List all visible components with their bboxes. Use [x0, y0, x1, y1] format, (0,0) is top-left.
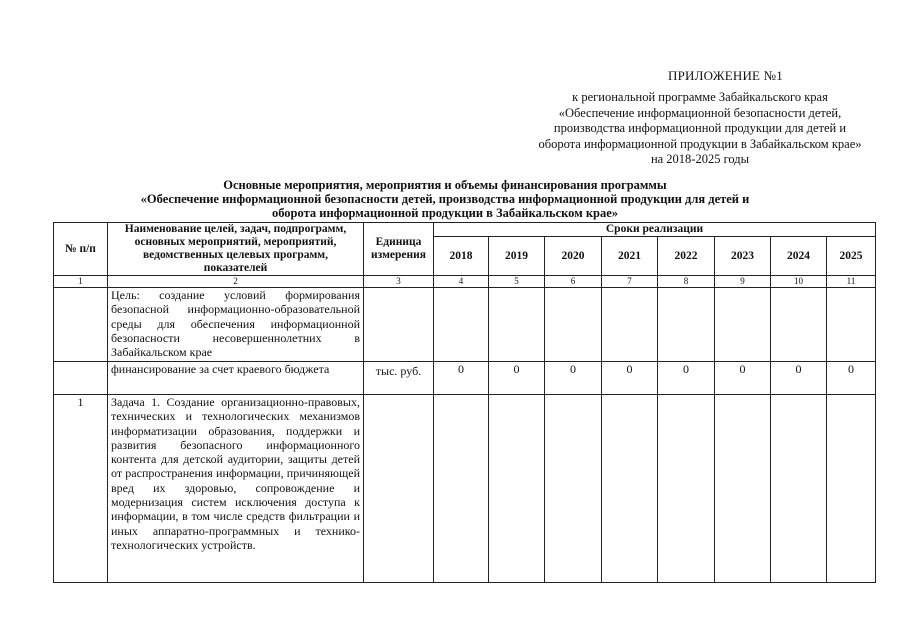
table-row	[54, 288, 876, 362]
row-num	[54, 362, 108, 395]
header-year: 2025	[827, 237, 876, 276]
column-number: 6	[545, 276, 602, 288]
row-value: 0	[545, 362, 602, 395]
header-year: 2024	[771, 237, 827, 276]
header-unit: Единица измерения	[364, 223, 434, 276]
row-value	[489, 288, 545, 362]
row-value	[827, 395, 876, 583]
column-number: 4	[434, 276, 489, 288]
header-name: Наименование целей, задач, подпрограмм, основных мероприятий, мероприятий, ведомственных целевых программ, показателей	[108, 223, 364, 276]
row-unit	[364, 395, 434, 583]
column-number-row	[54, 276, 876, 288]
column-number: 8	[658, 276, 715, 288]
row-value	[658, 288, 715, 362]
column-number: 3	[364, 276, 434, 288]
column-number: 11	[827, 276, 876, 288]
program-table	[53, 222, 876, 583]
column-number: 7	[602, 276, 658, 288]
header-year: 2023	[715, 237, 771, 276]
row-unit	[364, 288, 434, 362]
row-value	[434, 288, 489, 362]
table-row	[54, 362, 876, 395]
document-title	[100, 178, 790, 220]
row-value: 0	[771, 362, 827, 395]
appendix-label: ПРИЛОЖЕНИЕ №1	[668, 68, 783, 83]
row-value: 0	[489, 362, 545, 395]
header-year: 2020	[545, 237, 602, 276]
header-row-1	[54, 223, 876, 237]
row-value	[658, 395, 715, 583]
row-value	[434, 395, 489, 583]
table-row	[54, 395, 876, 583]
appendix-line: оборота информационной продукции в Забайкальском крае»	[538, 136, 862, 151]
row-name: финансирование за счет краевого бюджета	[108, 362, 364, 395]
row-value: 0	[827, 362, 876, 395]
header-period: Сроки реализации	[434, 223, 876, 237]
row-value: 0	[715, 362, 771, 395]
header-year: 2019	[489, 237, 545, 276]
header-year: 2021	[602, 237, 658, 276]
row-num: 1	[54, 395, 108, 583]
row-value	[602, 395, 658, 583]
title-line: «Обеспечение информационной безопасности детей, производства информационной продукции для детей и	[140, 192, 750, 206]
row-value: 0	[434, 362, 489, 395]
row-value: 0	[658, 362, 715, 395]
header-num: № п/п	[54, 223, 108, 276]
row-value	[827, 288, 876, 362]
row-value	[715, 395, 771, 583]
column-number: 2	[108, 276, 364, 288]
appendix-line: «Обеспечение информационной безопасности детей,	[558, 105, 842, 120]
row-value: 0	[602, 362, 658, 395]
title-line: оборота информационной продукции в Забайкальском крае»	[271, 206, 619, 220]
column-number: 1	[54, 276, 108, 288]
header-year: 2022	[658, 237, 715, 276]
appendix-line: производства информационной продукции для детей и	[553, 121, 847, 135]
row-value	[602, 288, 658, 362]
row-name: Задача 1. Создание организационно-правовых, технических и технологических механизмов информатизации образования, поддержки и развития безопасного информационного контента для детской аудитории, защиты детей от распространения информации, причиняющей вред их здоровью, сопровождение и модернизация систем исключения доступа к информации, в том числе средств фильтрации и иных аппаратно-программных и технико-технологических устройств.	[108, 395, 364, 583]
row-value	[545, 288, 602, 362]
appendix-subtitle	[520, 90, 880, 168]
row-value	[771, 395, 827, 583]
column-number: 5	[489, 276, 545, 288]
row-unit: тыс. руб.	[364, 362, 434, 395]
appendix-line: на 2018-2025 годы	[650, 152, 750, 166]
header-year: 2018	[434, 237, 489, 276]
appendix-line: к региональной программе Забайкальского края	[572, 90, 828, 104]
row-value	[771, 288, 827, 362]
row-num	[54, 288, 108, 362]
row-name: Цель: создание условий формирования безопасной информационно-образовательной среды для обеспечения информационной безопасности несовершеннолетних в Забайкальском крае	[108, 288, 364, 362]
column-number: 9	[715, 276, 771, 288]
row-value	[489, 395, 545, 583]
title-line: Основные мероприятия, мероприятия и объемы финансирования программы	[223, 178, 667, 192]
column-number: 10	[771, 276, 827, 288]
row-value	[715, 288, 771, 362]
row-value	[545, 395, 602, 583]
